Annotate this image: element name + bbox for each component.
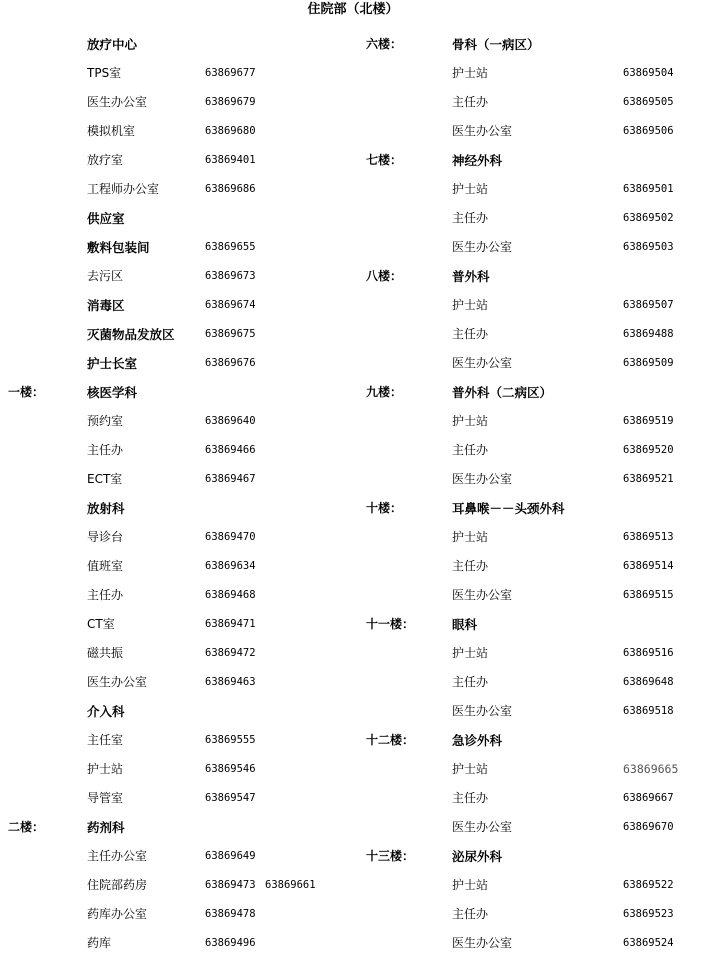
room-name: 护士站 [452, 646, 489, 660]
phone-number: 63869503 [623, 241, 674, 253]
phone-number: 63869513 [623, 531, 674, 543]
room-row [366, 59, 706, 88]
room-row [0, 726, 340, 755]
phone-number: 63869546 [205, 763, 256, 775]
room-row [0, 262, 340, 291]
room-name: 主任办 [452, 907, 489, 921]
department-row [0, 30, 340, 59]
room-row [0, 581, 340, 610]
phone-number: 63869470 [205, 531, 256, 543]
phone-number: 63869675 [205, 328, 256, 340]
room-row [366, 465, 706, 494]
room-name: 导诊台 [87, 530, 124, 544]
phone-number: 63869676 [205, 357, 256, 369]
department-row [0, 349, 340, 378]
room-row [0, 59, 340, 88]
phone-number: 63869524 [623, 937, 674, 949]
room-row [0, 610, 340, 639]
department-name: 普外科（二病区） [452, 385, 553, 400]
phone-number: 63869665 [623, 762, 679, 776]
department-row [0, 204, 340, 233]
floor-label: 十楼： [366, 501, 403, 515]
phone-number: 63869507 [623, 299, 674, 311]
floor-label: 十三楼： [366, 849, 415, 863]
floor-header-row [366, 262, 706, 291]
floor-header-row [366, 726, 706, 755]
room-name: 护士站 [452, 762, 489, 776]
phone-number: 63869673 [205, 270, 256, 282]
floor-label: 八楼： [366, 269, 403, 283]
department-name: 普外科 [452, 269, 490, 284]
room-row [366, 784, 706, 813]
room-name: 磁共振 [87, 646, 124, 660]
room-name: 护士站 [452, 530, 489, 544]
phone-number: 63869686 [205, 183, 256, 195]
department-name: 核医学科 [87, 385, 138, 400]
room-row [366, 320, 706, 349]
room-name: 护士站 [87, 762, 124, 776]
phone-number: 63869478 [205, 908, 256, 920]
room-row [366, 639, 706, 668]
floor-label: 七楼： [366, 153, 403, 167]
room-row [0, 842, 340, 871]
room-row [366, 929, 706, 958]
phone-number: 63869680 [205, 125, 256, 137]
room-row [366, 755, 706, 784]
floor-label: 一楼： [8, 385, 45, 399]
room-name: 护士站 [452, 66, 489, 80]
room-row [0, 668, 340, 697]
room-name: 主任办 [452, 95, 489, 109]
phone-number: 63869655 [205, 241, 256, 253]
room-row [366, 813, 706, 842]
phone-number: 63869519 [623, 415, 674, 427]
floor-header-row [366, 494, 706, 523]
room-row [366, 349, 706, 378]
room-name: 去污区 [87, 269, 124, 283]
department-row [0, 697, 340, 726]
room-name: 主任办 [452, 675, 489, 689]
phone-number: 63869522 [623, 879, 674, 891]
room-name: 护士站 [452, 298, 489, 312]
room-row [0, 755, 340, 784]
phone-number: 63869649 [205, 850, 256, 862]
phone-number: 63869677 [205, 67, 256, 79]
room-name: 药库 [87, 936, 112, 950]
room-name: 护士站 [452, 414, 489, 428]
room-name: 医生办公室 [452, 704, 513, 718]
department-row [0, 233, 340, 262]
room-name: 预约室 [87, 414, 124, 428]
phone-number: 63869505 [623, 96, 674, 108]
floor-label: 九楼： [366, 385, 403, 399]
room-row [366, 552, 706, 581]
department-name: 眼科 [452, 617, 478, 632]
phone-number: 63869514 [623, 560, 674, 572]
room-name: 主任办公室 [87, 849, 148, 863]
room-name: 医生办公室 [452, 936, 513, 950]
room-row [0, 175, 340, 204]
room-row [366, 436, 706, 465]
floor-label: 六楼： [366, 37, 403, 51]
floor-label: 十二楼： [366, 733, 415, 747]
room-row [366, 407, 706, 436]
phone-number: 63869679 [205, 96, 256, 108]
room-name: TPS室 [87, 66, 122, 80]
department-name: 骨科（一病区） [452, 37, 540, 52]
room-row [0, 523, 340, 552]
room-name: 工程师办公室 [87, 182, 160, 196]
room-row [0, 929, 340, 958]
room-row [366, 581, 706, 610]
room-name: ECT室 [87, 472, 123, 486]
room-row [366, 233, 706, 262]
room-row [0, 900, 340, 929]
phone-number: 63869521 [623, 473, 674, 485]
room-row [366, 668, 706, 697]
room-name: 住院部药房 [87, 878, 148, 892]
room-row [0, 465, 340, 494]
room-row [366, 204, 706, 233]
room-row [366, 697, 706, 726]
phone-number: 63869501 [623, 183, 674, 195]
floor-header-row [366, 378, 706, 407]
room-row [0, 552, 340, 581]
phone-number: 63869523 [623, 908, 674, 920]
room-row [0, 146, 340, 175]
room-name: CT室 [87, 617, 115, 631]
room-name: 护士站 [452, 182, 489, 196]
phone-number: 63869509 [623, 357, 674, 369]
room-name: 放疗室 [87, 153, 124, 167]
room-name: 主任办 [452, 443, 489, 457]
floor-header-row [366, 30, 706, 59]
phone-number: 63869515 [623, 589, 674, 601]
phone-number: 63869634 [205, 560, 256, 572]
phone-number: 63869472 [205, 647, 256, 659]
room-name: 医生办公室 [452, 356, 513, 370]
room-name: 医生办公室 [452, 588, 513, 602]
left-directory-column [0, 30, 340, 958]
room-name: 医生办公室 [452, 472, 513, 486]
room-name: 药库办公室 [87, 907, 148, 921]
department-name: 药剂科 [87, 820, 125, 835]
department-row [0, 320, 340, 349]
room-name: 主任办 [452, 327, 489, 341]
department-name: 灭菌物品发放区 [87, 327, 175, 342]
room-row [0, 436, 340, 465]
department-name: 供应室 [87, 211, 125, 226]
room-row [0, 784, 340, 813]
phone-number: 63869506 [623, 125, 674, 137]
phone-number: 63869468 [205, 589, 256, 601]
phone-number: 63869496 [205, 937, 256, 949]
room-name: 模拟机室 [87, 124, 136, 138]
department-name: 泌尿外科 [452, 849, 503, 864]
department-name: 神经外科 [452, 153, 503, 168]
right-directory-column [366, 30, 706, 958]
department-name: 介入科 [87, 704, 125, 719]
phone-number: 63869547 [205, 792, 256, 804]
department-name: 敷料包装间 [87, 240, 150, 255]
room-name: 主任办 [87, 443, 124, 457]
floor-header-row [366, 146, 706, 175]
room-row [366, 291, 706, 320]
page-title: 住院部（北楼） [307, 2, 399, 17]
room-name: 主任办 [452, 791, 489, 805]
room-row [0, 117, 340, 146]
phone-number: 63869502 [623, 212, 674, 224]
room-name: 主任办 [452, 211, 489, 225]
room-row [366, 117, 706, 146]
phone-number: 63869488 [623, 328, 674, 340]
room-row [0, 871, 340, 900]
room-row [0, 407, 340, 436]
room-name: 医生办公室 [452, 240, 513, 254]
room-name: 主任办 [87, 588, 124, 602]
department-name: 护士长室 [87, 356, 138, 371]
room-name: 护士站 [452, 878, 489, 892]
room-name: 医生办公室 [452, 820, 513, 834]
phone-number: 63869648 [623, 676, 674, 688]
phone-number: 63869520 [623, 444, 674, 456]
department-row [0, 291, 340, 320]
room-row [366, 900, 706, 929]
room-row [366, 88, 706, 117]
department-name: 急诊外科 [452, 733, 503, 748]
floor-label: 二楼： [8, 820, 45, 834]
department-name: 耳鼻喉－－头颈外科 [452, 501, 565, 516]
phone-number: 63869640 [205, 415, 256, 427]
department-name: 放疗中心 [87, 37, 138, 52]
room-row [366, 175, 706, 204]
room-row [0, 88, 340, 117]
room-name: 医生办公室 [452, 124, 513, 138]
floor-header-row [366, 842, 706, 871]
room-row [0, 639, 340, 668]
room-name: 主任室 [87, 733, 124, 747]
department-row [0, 494, 340, 523]
floor-header-row [0, 813, 340, 842]
room-name: 医生办公室 [87, 95, 148, 109]
secondary-phone-number: 63869661 [265, 879, 316, 891]
phone-number: 63869674 [205, 299, 256, 311]
phone-number: 63869463 [205, 676, 256, 688]
phone-number: 63869466 [205, 444, 256, 456]
phone-number: 63869473 [205, 879, 256, 891]
floor-label: 十一楼： [366, 617, 415, 631]
phone-number: 63869504 [623, 67, 674, 79]
phone-number: 63869401 [205, 154, 256, 166]
room-name: 值班室 [87, 559, 124, 573]
phone-number: 63869670 [623, 821, 674, 833]
room-name: 主任办 [452, 559, 489, 573]
phone-number: 63869516 [623, 647, 674, 659]
floor-header-row [0, 378, 340, 407]
phone-number: 63869667 [623, 792, 674, 804]
phone-number: 63869555 [205, 734, 256, 746]
phone-number: 63869518 [623, 705, 674, 717]
room-name: 医生办公室 [87, 675, 148, 689]
room-row [366, 871, 706, 900]
room-row [366, 523, 706, 552]
department-name: 消毒区 [87, 298, 125, 313]
phone-number: 63869467 [205, 473, 256, 485]
phone-number: 63869471 [205, 618, 256, 630]
department-name: 放射科 [87, 501, 125, 516]
floor-header-row [366, 610, 706, 639]
room-name: 导管室 [87, 791, 124, 805]
